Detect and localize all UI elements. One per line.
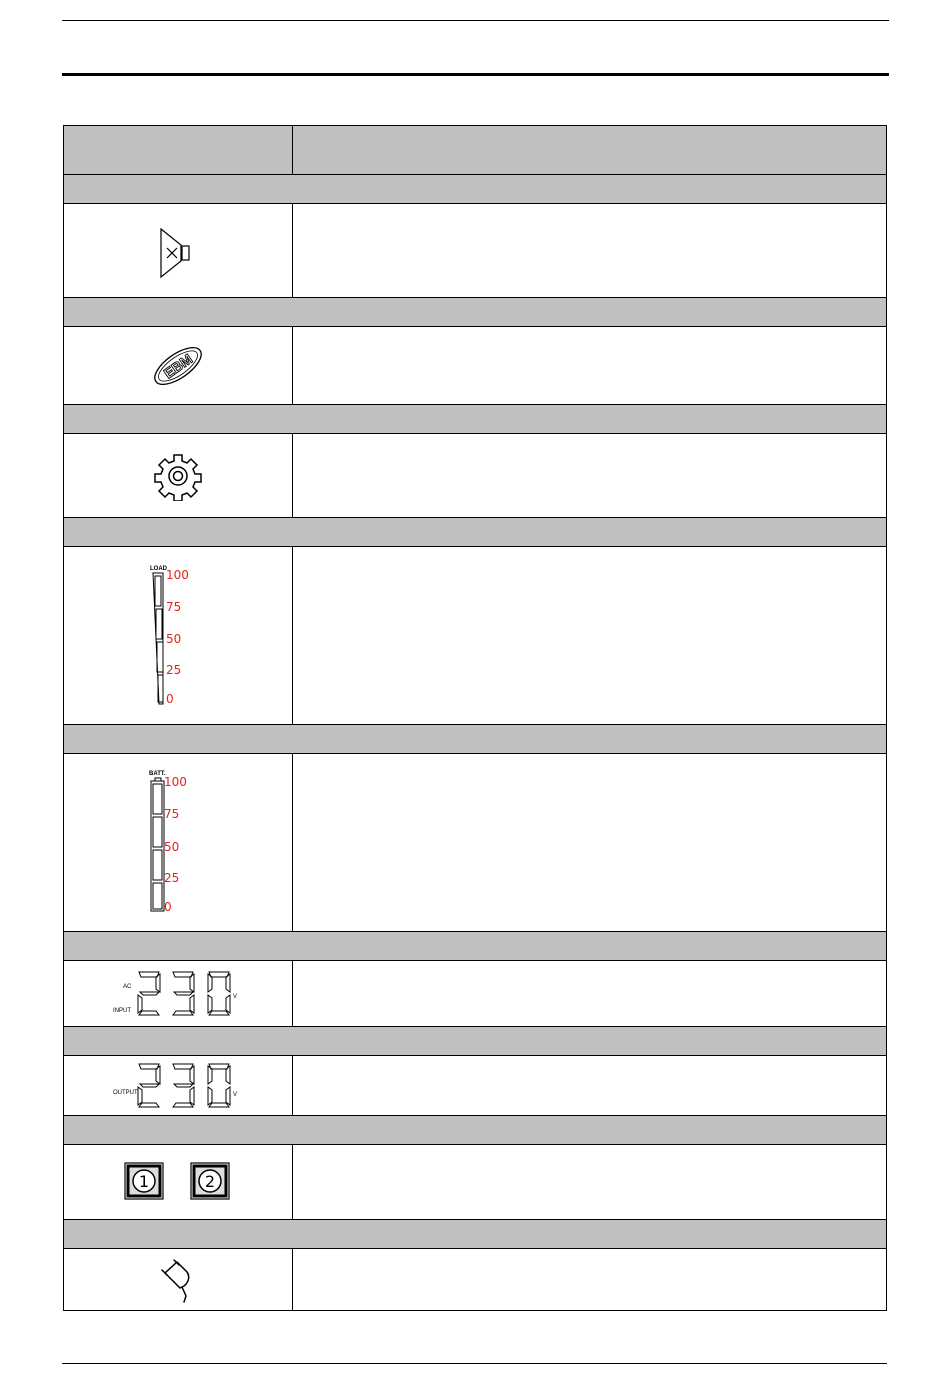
table-row	[64, 434, 887, 518]
table-row	[64, 547, 887, 725]
input-seven-segment-digits	[138, 972, 230, 1015]
header-double-rule	[62, 73, 889, 76]
gear-icon	[153, 451, 203, 501]
section-row	[64, 405, 887, 434]
column-header-icon	[64, 126, 293, 175]
section-row	[64, 1027, 887, 1056]
outlet-group-2-label: 2	[204, 1172, 216, 1191]
batt-scale-100: 100	[164, 774, 187, 789]
section-row	[64, 725, 887, 754]
ebm-icon	[148, 341, 208, 391]
load-scale-50: 50	[166, 631, 182, 646]
icon-cell	[64, 1145, 293, 1220]
input-label-input: INPUT	[113, 1007, 131, 1014]
description-cell	[293, 1056, 887, 1116]
input-voltage-display-icon	[113, 968, 243, 1020]
description-cell	[293, 204, 887, 298]
icon-cell	[64, 434, 293, 518]
batt-scale-75: 75	[164, 806, 180, 821]
output-seven-segment-digits	[138, 1064, 230, 1107]
input-label-ac: AC	[123, 983, 132, 990]
outlet-group-icon	[123, 1160, 233, 1204]
section-row	[64, 175, 887, 204]
description-cell	[293, 327, 887, 405]
icon-cell	[64, 204, 293, 298]
table-row	[64, 1145, 887, 1220]
battery-level-icon	[148, 768, 208, 918]
mute-speaker-icon	[153, 221, 203, 281]
icon-cell	[64, 1249, 293, 1311]
batt-label: BATT.	[149, 770, 166, 777]
description-cell	[293, 547, 887, 725]
column-header-description	[293, 126, 887, 175]
icon-cell	[64, 754, 293, 932]
batt-scale-25: 25	[164, 870, 180, 885]
icon-cell	[64, 327, 293, 405]
load-level-icon	[148, 561, 208, 711]
icon-cell	[64, 961, 293, 1027]
icon-cell	[64, 547, 293, 725]
table-row	[64, 327, 887, 405]
description-cell	[293, 434, 887, 518]
output-digits-value: 230	[183, 1089, 185, 1091]
load-scale-0: 0	[166, 691, 174, 706]
load-label: LOAD	[150, 565, 167, 572]
section-row	[64, 518, 887, 547]
table-row	[64, 1249, 887, 1311]
input-digits-value: 230	[183, 997, 185, 999]
description-cell	[293, 754, 887, 932]
table-header-row	[64, 126, 887, 175]
description-cell	[293, 1145, 887, 1220]
section-row	[64, 1220, 887, 1249]
description-cell	[293, 961, 887, 1027]
output-voltage-display-icon	[113, 1060, 243, 1112]
icon-cell	[64, 1056, 293, 1116]
lcd-icon-table	[63, 125, 887, 1311]
table-row	[64, 754, 887, 932]
section-row	[64, 1116, 887, 1145]
section-row	[64, 298, 887, 327]
load-scale-25: 25	[166, 662, 182, 677]
load-scale-75: 75	[166, 599, 182, 614]
output-label: OUTPUT	[113, 1089, 138, 1096]
table-row	[64, 961, 887, 1027]
ebm-label: EBM	[160, 350, 196, 381]
batt-scale-50: 50	[164, 839, 180, 854]
ac-plug-icon	[156, 1256, 200, 1304]
outlet-group-1-label: 1	[138, 1172, 150, 1191]
batt-scale-0: 0	[164, 899, 172, 914]
description-cell	[293, 1249, 887, 1311]
footer-rule	[62, 1363, 887, 1364]
load-scale-100: 100	[166, 567, 189, 582]
table-row	[64, 1056, 887, 1116]
output-unit-v: V	[233, 1091, 238, 1098]
table-row	[64, 204, 887, 298]
input-unit-v: V	[233, 993, 238, 1000]
header-top-rule	[62, 20, 889, 21]
section-row	[64, 932, 887, 961]
